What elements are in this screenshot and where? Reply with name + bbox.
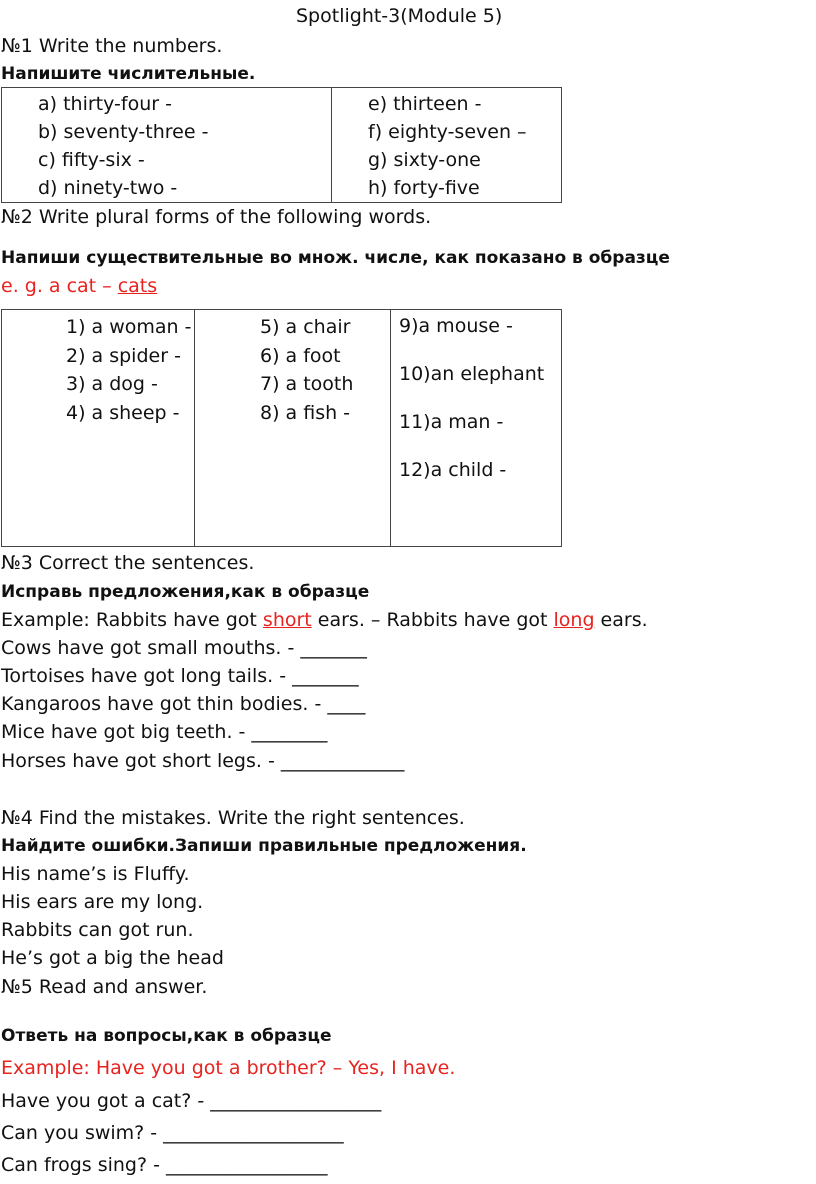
number-item: g) sixty-one	[368, 149, 481, 171]
plurals-col-1	[2, 310, 195, 547]
example-text: e. g. a cat –	[1, 275, 118, 297]
numbers-col-right	[332, 88, 562, 203]
sentence-item: Mice have got big teeth. - ________	[1, 721, 328, 743]
task3-heading: №3 Correct the sentences.	[1, 552, 255, 574]
word-item: 1) a woman -	[66, 316, 192, 338]
numbers-table	[1, 87, 562, 203]
question-item: Have you got a cat? - __________________	[1, 1090, 382, 1112]
task3-example	[1, 608, 648, 632]
plurals-table	[1, 309, 562, 547]
number-item: e) thirteen -	[368, 93, 482, 115]
word-item: 3) a dog -	[66, 373, 158, 395]
number-item: h) forty-five	[368, 177, 480, 199]
plurals-col-2	[195, 310, 391, 547]
task2-example	[1, 274, 157, 298]
plurals-col-3	[391, 310, 562, 547]
task1-heading: №1 Write the numbers.	[1, 35, 223, 57]
sentence-item: Rabbits can got run.	[1, 919, 194, 941]
sentence-item: Kangaroos have got thin bodies. - ____	[1, 693, 366, 715]
task4-heading-ru: Найдите ошибки.Запиши правильные предложения.	[1, 836, 527, 856]
word-item: 5) a chair	[260, 316, 351, 338]
task5-heading: №5 Read and answer.	[1, 976, 208, 998]
word-item: 12)a child -	[399, 459, 507, 481]
word-item: 6) a foot	[260, 344, 341, 367]
number-item: f) eighty-seven –	[368, 121, 527, 143]
task2-heading: №2 Write plural forms of the following words.	[1, 206, 432, 228]
word-item: 9)a mouse -	[399, 315, 513, 337]
numbers-col-left	[2, 88, 332, 203]
number-item: a) thirty-four -	[38, 93, 172, 115]
word-item: 10)an elephant	[399, 363, 545, 385]
example-answer: cats	[117, 275, 158, 297]
task2-heading-ru: Напиши существительные во множ. числе, как показано в образце	[1, 248, 670, 268]
word-item: 4) a sheep -	[66, 401, 180, 424]
sentence-item: Tortoises have got long tails. - _______	[1, 665, 359, 687]
sentence-item: His name’s is Fluffy.	[1, 863, 190, 885]
example-text: ears. – Rabbits have got	[311, 609, 554, 631]
number-item: b) seventy-three -	[38, 121, 209, 143]
sentence-item: He’s got a big the head	[1, 947, 224, 969]
sentence-item: His ears are my long.	[1, 891, 204, 913]
word-item: 7) a tooth	[260, 373, 354, 395]
number-item: c) fifty-six -	[38, 149, 145, 171]
sentence-item: Cows have got small mouths. - _______	[1, 637, 367, 659]
word-item: 11)a man -	[399, 411, 504, 433]
word-item: 2) a spider -	[66, 344, 181, 367]
task4-heading: №4 Find the mistakes. Write the right sentences.	[1, 807, 465, 829]
page-title: Spotlight-3(Module 5)	[296, 5, 503, 27]
task1-heading-ru: Напишите числительные.	[1, 64, 256, 84]
example-word-long: long	[553, 609, 595, 631]
question-item: Can frogs sing? - _________________	[1, 1154, 328, 1176]
task5-heading-ru: Ответь на вопросы,как в образце	[1, 1026, 332, 1046]
example-text: ears.	[594, 609, 648, 631]
number-item: d) ninety-two -	[38, 177, 178, 199]
question-item: Can you swim? - ___________________	[1, 1122, 344, 1144]
example-word-short: short	[262, 609, 312, 631]
word-item: 8) a fish -	[260, 401, 351, 424]
task3-heading-ru: Исправь предложения,как в образце	[1, 582, 370, 602]
sentence-item: Horses have got short legs. - _____________	[1, 750, 405, 772]
task5-example: Example: Have you got a brother? – Yes, I have.	[1, 1057, 456, 1079]
example-text: Example: Rabbits have got	[1, 609, 263, 631]
